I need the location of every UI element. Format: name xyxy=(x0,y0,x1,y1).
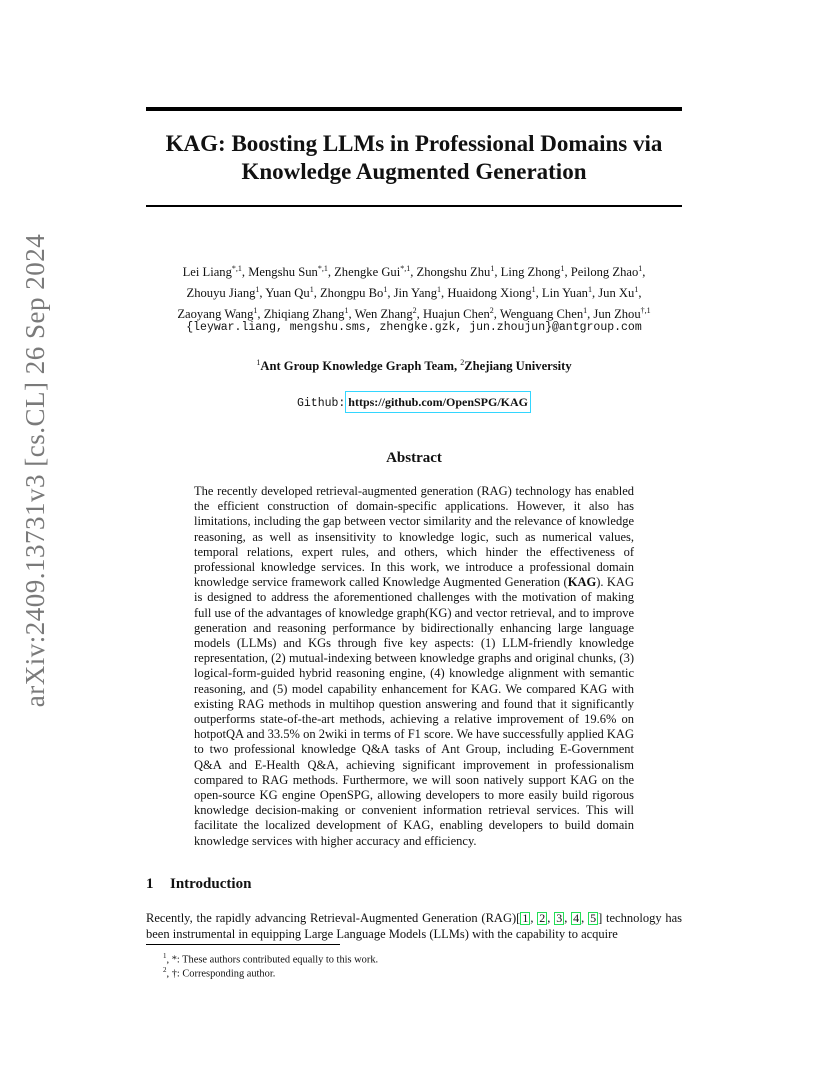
author-marker: 1 xyxy=(560,264,565,273)
author-name: Huajun Chen xyxy=(422,307,490,322)
abstract-heading: Abstract xyxy=(386,450,442,466)
author-name: Jun Zhou xyxy=(593,307,641,322)
author-name: Zhongshu Zhu xyxy=(416,265,491,280)
abstract-kag-bold: KAG xyxy=(567,575,597,590)
author-marker: 1 xyxy=(587,285,592,295)
paper-title: KAG: Boosting LLMs in Professional Domains via Knowledge Augmented Generation xyxy=(165,131,663,184)
author-name: Yuan Qu xyxy=(265,286,310,301)
author-name: Huaidong Xiong xyxy=(447,286,532,301)
author-name: Ling Zhong xyxy=(500,265,561,280)
abstract-text-part2: ). KAG is designed to address the aforementioned challenges with the motivation of making full use of the advantages of knowledge graph(KG) and vector retrieval, and to improve generation and reasoning performance by bidirectionally enhancing large language models (LLMs) and KGs through five key aspects: (1) LLM-friendly knowledge representation, (2) mutual-indexing between knowledge graphs and original chunks, (3) logical-form-guided hybrid reasoning engine, (4) knowledge alignment with semantic reasoning, and (5) model capability enhancement for KAG. We compared KAG with existing RAG methods in multihop question answering and found that it significantly outperforms state-of-the-art methods, achieving a relative improvement of 19.6% on hotpotQA and 33.5% on 2wiki in terms of F1 score. We have successfully applied KAG to two professional knowledge Q&A tasks of Ant Group, including E-Government Q&A and E-Health Q&A, achieving significant improvement in professionalism compared to RAG methods. Furthermore, we will soon natively support KAG on the open-source KG engine OpenSPG, allowing developers to more easily build rigorous knowledge decision-making or convenient information retrieval services. This will facilitate the localized development of KAG, enabling developers to build domain knowledge services with higher accuracy and efficiency. xyxy=(194,575,634,848)
citation-link[interactable]: 4 xyxy=(573,911,580,925)
author-marker: 1 xyxy=(344,306,349,316)
author-name: Jun Xu xyxy=(598,286,635,301)
footnote-marker: 2 xyxy=(163,966,167,974)
author-marker: 1 xyxy=(255,285,260,295)
section-heading xyxy=(146,876,251,893)
citation-close-bracket: ] xyxy=(598,911,603,925)
author-name: Zhiqiang Zhang xyxy=(263,307,345,322)
footnote-marker: 1 xyxy=(163,952,167,960)
author-name: Zaoyang Wang xyxy=(177,307,254,322)
author-marker: 1 xyxy=(309,285,314,295)
arxiv-identifier: arXiv:2409.13731v3 [cs.CL] 26 Sep 2024 xyxy=(20,233,51,707)
section-number: 1 xyxy=(146,876,154,892)
section-title: Introduction xyxy=(170,876,252,892)
author-marker: *,1 xyxy=(400,264,411,273)
author-emails: {leywar.liang, mengshu.sms, zhengke.gzk, jun.zhoujun}@antgroup.com xyxy=(186,321,642,334)
affiliation-name: Zhejiang University xyxy=(464,359,572,374)
author-name: Jin Yang xyxy=(393,286,438,301)
affiliation-marker: 1 xyxy=(256,358,261,367)
github-label: Github: xyxy=(296,397,346,410)
citation-link[interactable]: 3 xyxy=(556,911,563,925)
author-marker: 2 xyxy=(489,306,494,316)
abstract-text xyxy=(194,484,634,849)
author-marker: 2 xyxy=(412,306,417,316)
author-name: Zhongpu Bo xyxy=(319,286,384,301)
author-marker: 1 xyxy=(531,285,536,295)
intro-text-part2: technology has been instrumental in equipping Large Language Models (LLMs) with the capability to acquire xyxy=(146,911,683,941)
author-marker: †,1 xyxy=(640,306,651,316)
author-name: Mengshu Sun xyxy=(248,265,318,280)
affiliation-name: Ant Group Knowledge Graph Team xyxy=(260,359,454,374)
citation-open-bracket: [ xyxy=(516,911,521,925)
author-marker: 1 xyxy=(437,285,442,295)
author-marker: 1 xyxy=(634,285,639,295)
author-name: Wen Zhang xyxy=(354,307,413,322)
title-rule-top xyxy=(146,107,682,111)
author-marker: *,1 xyxy=(317,264,328,273)
author-list: Lei Liang$^{*,1}$, Mengshu Sun$^{*,1}$, Zhengke Gui$^{*,1}$, Zhongshu Zhu$^1$, Ling Zhong$^1$, Peilong Zhao$^1$, Zhouyu Jiang$^1$, Yuan Qu$^1$, Zhongpu Bo$^1$, Jin Yang$^1$, Huaidong Xiong$^1$, Lin Yuan$^1$, Jun Xu$^1$, Zaoyang Wang$^1$, Zhiqiang Zhang$^1$, Wen Zhang$^2$, Huajun Chen$^2$, Wenguang Chen$^1$, Jun Zhou$^{\dagger,1}$ xyxy=(177,264,651,322)
github-link[interactable]: https://github.com/OpenSPG/KAG xyxy=(345,391,531,413)
author-name: Wenguang Chen xyxy=(499,307,584,322)
citation-link[interactable]: 2 xyxy=(539,911,546,925)
author-name: Lin Yuan xyxy=(541,286,588,301)
intro-text-part1: Recently, the rapidly advancing Retrieval-Augmented Generation (RAG) xyxy=(146,911,517,925)
github-line xyxy=(140,395,688,410)
footnote-rule xyxy=(146,944,340,945)
author-name: Zhouyu Jiang xyxy=(186,286,256,301)
author-marker: 1 xyxy=(583,306,588,316)
author-name: Peilong Zhao xyxy=(570,265,639,280)
arxiv-side-stamp xyxy=(16,233,56,707)
author-marker: 1 xyxy=(638,264,643,273)
author-name: Zhengke Gui xyxy=(334,265,401,280)
footnote-text: , *: These authors contributed equally to this work. xyxy=(166,954,379,966)
footnote-text: , †: Corresponding author. xyxy=(166,968,276,980)
abstract-text-part1: The recently developed retrieval-augmented generation (RAG) technology has enabled the efficient construction of domain-specific applications. However, it also has limitations, including the gap between vector similarity and the relevance of knowledge reasoning, as well as insensitivity to knowledge logic, such as numerical values, temporal relations, expert rules, and others, which hinder the effectiveness of professional knowledge services. In this work, we introduce a professional domain knowledge service framework called Knowledge Augmented Generation ( xyxy=(194,484,634,590)
citation-link[interactable]: 5 xyxy=(590,911,597,925)
intro-paragraph: Recently, the rapidly advancing Retrieval-Augmented Generation (RAG)[ 1 , 2 , 3 , 4 , 5 ] technology has been instrumental in equipping Large Language Models (LLMs) with the capability to acquire xyxy=(146,911,683,941)
author-marker: 1 xyxy=(490,264,495,273)
title-rule-bottom xyxy=(146,205,682,207)
author-name: Lei Liang xyxy=(182,265,232,280)
footnote xyxy=(146,964,275,980)
affiliations: $^1$Ant Group Knowledge Graph Team, $^2$Zhejiang University xyxy=(256,358,572,374)
author-marker: *,1 xyxy=(231,264,242,273)
author-marker: 1 xyxy=(383,285,388,295)
affiliation-marker: 2 xyxy=(460,358,465,367)
author-marker: 1 xyxy=(253,306,258,316)
citation-link[interactable]: 1 xyxy=(522,911,529,925)
